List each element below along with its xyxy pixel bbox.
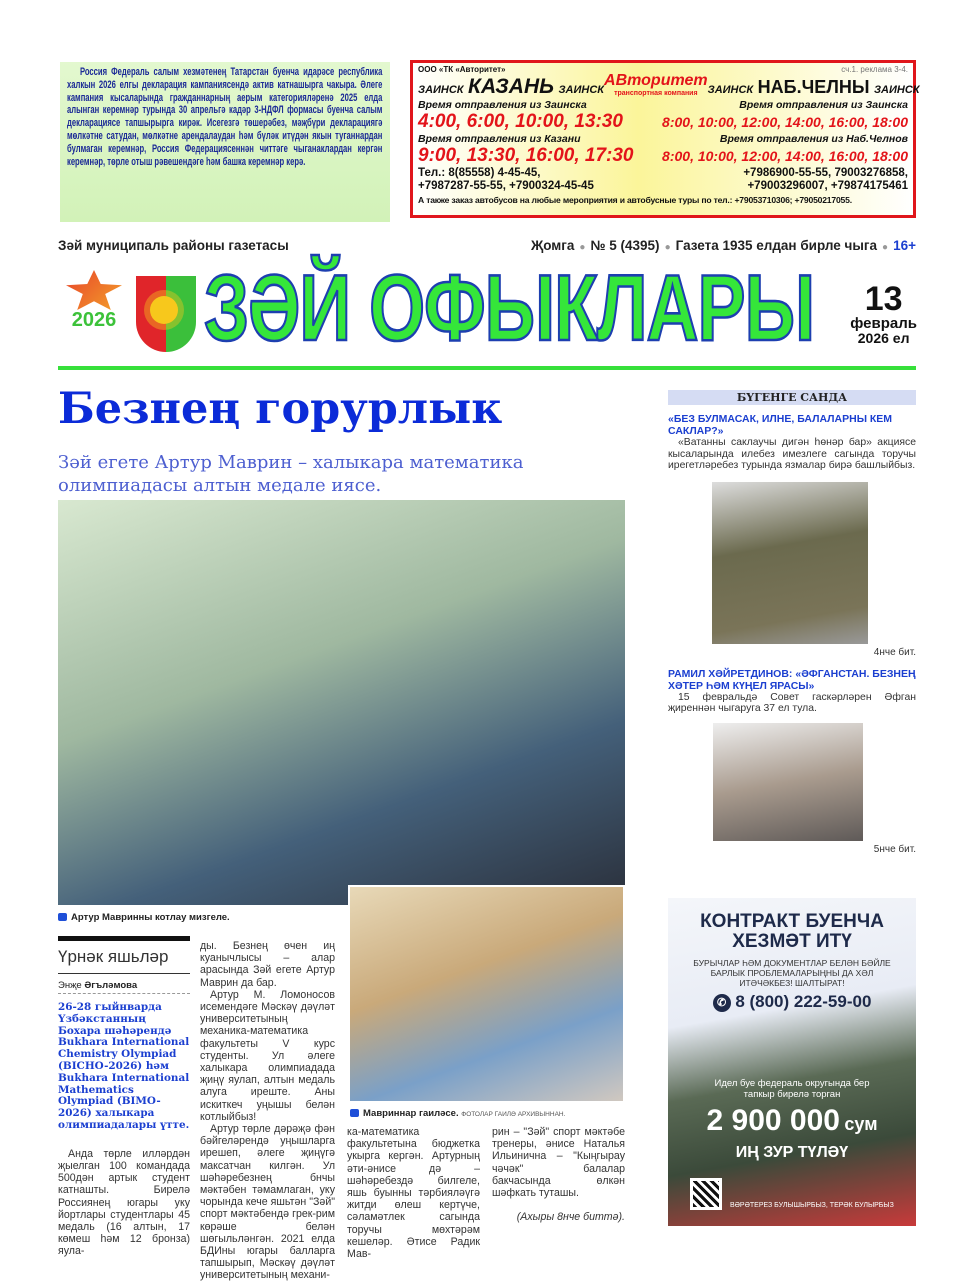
newspaper-subtitle: Зәй муниципаль районы газетасы bbox=[58, 238, 289, 253]
main-photo bbox=[58, 500, 625, 905]
teaser-text: «Ватанны саклаучы дигән һөнәр бар» акциясе кысаларында илебез имезлеге сагында торучы ирегетләребез турында язмалар бирә башлыйбыз. bbox=[668, 437, 916, 471]
ad-company: ООО «ТК «Авторитет» bbox=[418, 65, 506, 74]
divider bbox=[58, 366, 916, 370]
article-headline: Безнең горурлык bbox=[58, 384, 503, 434]
founded: Газета 1935 елдан бирле чыга bbox=[675, 238, 878, 253]
ad-amount-sub: ИҢ ЗУР ТҮЛӘҮ bbox=[735, 1144, 849, 1161]
date-month: февраль bbox=[850, 315, 917, 332]
ad-region: Идел буе федераль округында бер тапкыр бирелә торган bbox=[714, 1078, 870, 1100]
bus-advertisement bbox=[410, 60, 920, 218]
coat-of-arms bbox=[136, 276, 196, 352]
tagline-bar: Зәй муниципаль районы газетасы Җомга ● № 5 (4395) ● Газета 1935 елдан бирле чыга ● 16+ bbox=[58, 238, 916, 253]
article-column-4 bbox=[492, 1126, 625, 1223]
article-text: ка-математика факультетына бюджетка укырга кергән. Артурның әти-әнисе дә – шәһәребездә билгеле, яшь буынны тәрбияләүгә житди өлеш кертүче, сәламәтлек сагында торучы мөхтәрәм кешеләр. Әтисе Радик Мав- bbox=[347, 1126, 480, 1261]
photo-caption bbox=[58, 912, 230, 923]
newspaper-title: ЗӘЙ ОФЫКЛАРЫ bbox=[204, 256, 815, 361]
issue-number: № 5 (4395) bbox=[590, 238, 660, 253]
camera-icon bbox=[350, 1109, 359, 1117]
ad-times: 8:00, 10:00, 12:00, 14:00, 16:00, 18:00 bbox=[662, 148, 908, 164]
ad-phones: +7987287-55-55, +7900324-45-45 bbox=[418, 180, 594, 192]
tax-notice: Россия Федераль салым хезмәтенең Татарстан буенча идарәсе республика халкын 2026 елгы декларация кампаниясендә актив катнашырга чакыра. Әлеге кампания кысаларында гражданнарның аерым категорияләренә 2025 елда алынган керемнәр турында 30 апрельгә кадәр 3-НДФЛ формасы буенча салым декларациясе тапшырырга кирәк. Исегезгә төшерәбез, мәҗбүри декларациягә мөлкәтне сатудан, мөлкәтне арендалаудан һәм бүләк итүдән якын туганнардан булмаган керемнәр, Россия Федерациясеннән читтәге чыганаклардан кергән керемнәр, төрле отыш рәвешендәге һәм башка керемнәр керә. bbox=[67, 66, 383, 168]
article-text: Анда төрле илләрдән җыелган 100 командада 500дән артык студент катнашты. Бирелә Россиянең югары уку йортлары студентлары 45 медаль (16 алтын, 17 көмеш һәм 12 бронза) яула- bbox=[58, 1147, 190, 1258]
teaser-title[interactable]: «БЕЗ БУЛМАСАК, ИЛНЕ, БАЛАЛАРНЫ КЕМ САКЛАР?» bbox=[668, 413, 893, 437]
ad-brand-sub: транспортная компания bbox=[614, 89, 698, 97]
in-this-issue-sidebar bbox=[668, 390, 916, 855]
ad-label: Время отправления из Заинска bbox=[739, 99, 908, 111]
ad-times: 8:00, 10:00, 12:00, 14:00, 16:00, 18:00 bbox=[662, 114, 908, 130]
ad-text: БУРЫЧЛАР ҺӘМ ДОКУМЕНТЛАР БЕЛӘН БӘЙЛЕ БАРЛЫК ПРОБЛЕМАЛАРЫҢНЫ ДА ХӘЛ ИТӘЧӘКБЕЗ! ШАЛТЫРАТ! bbox=[693, 958, 891, 988]
age-rating: 16+ bbox=[893, 238, 916, 253]
article-text: Артур төрле дәрәҗә фән бәйгеләрендә уңышларга ирешеп, әлеге җиңүгә максатчан килгән. Ул шәһәребезнең бнчы мәктәбен тәмамлаган, уку чорында кече яшьтән "Зәй" спорт мәктәбендә грек-рим көрәше белән шөгыльләнгән. 2021 елда БДИны югары балларга тапшырып, Мәскәү дәүләт университетының механи- bbox=[200, 1123, 335, 1282]
teaser-text: 15 февральдә Совет гаскәрләрен Әфган җиреннән чыгаруга 37 ел тула. bbox=[668, 691, 916, 714]
ad-footer: А также заказ автобусов на любые мероприятия и автобусные туры по тел.: +79053710306; +79050217055. bbox=[418, 195, 852, 205]
ad-from2: ЗАИНСК bbox=[707, 83, 754, 96]
qr-code bbox=[690, 1178, 722, 1210]
year-logo bbox=[62, 270, 126, 354]
ad-brand-logo: АВторитет bbox=[604, 71, 708, 89]
photo-credit: ФОТОЛАР ГАИЛӘ АРХИВЫННАН. bbox=[461, 1111, 566, 1118]
sidebar-header: БҮГЕНГЕ САНДА bbox=[668, 390, 916, 405]
ad-phones: Тел.: 8(85558) 4-45-45, bbox=[418, 167, 541, 179]
ad-label: Время отправления из Наб.Челнов bbox=[719, 133, 908, 145]
article-text: рин – "Зәй" спорт мәктәбе тренеры, әнисе Наталья Ильинична – "Кыңгырау чәчәк" балалар бакчасында өлкән шәфкать туташы. bbox=[492, 1126, 625, 1200]
ad-amount: 2 900 000 сум bbox=[706, 1104, 878, 1137]
page-ref: 4нче бит. bbox=[873, 646, 916, 658]
ad-label: Время отправления из Казани bbox=[418, 133, 581, 145]
article-column-2 bbox=[200, 940, 335, 1282]
camera-icon bbox=[58, 913, 67, 921]
date-year: 2026 ел bbox=[857, 330, 910, 346]
teaser-photo bbox=[712, 482, 868, 644]
sun-icon bbox=[150, 296, 178, 324]
article-text: ды. Безнең өчен иң куанычлысы – алар арасында Зәй егете Артур Маврин да бар. bbox=[200, 940, 335, 989]
ad-label: Время отправления из Заинска bbox=[418, 99, 587, 111]
ad-phones: +7986900-55-55, 79003276858, bbox=[743, 167, 908, 179]
ad-times: 9:00, 13:30, 16:00, 17:30 bbox=[418, 145, 634, 166]
ad-times: 4:00, 6:00, 10:00, 13:30 bbox=[418, 111, 623, 132]
continued-note: (Ахыры 8нче биттә). bbox=[516, 1211, 625, 1224]
article-column-3 bbox=[347, 1126, 480, 1260]
masthead bbox=[62, 256, 917, 361]
family-photo bbox=[348, 885, 625, 1103]
ad-title: КОНТРАКТ БУЕНЧА ХЕЗМӘТ ИТҮ bbox=[700, 911, 884, 952]
ad-phones: +79003296007, +79874175461 bbox=[747, 180, 908, 192]
weekday: Җомга bbox=[531, 238, 575, 253]
article-left-column bbox=[58, 936, 190, 1258]
contract-service-ad bbox=[668, 898, 916, 1226]
ad-phone: ✆ 8 (800) 222-59-00 bbox=[668, 992, 916, 1012]
star-icon bbox=[66, 270, 122, 310]
ad-ref: сч.1. реклама 3-4. bbox=[841, 65, 908, 74]
ad-city1: КАЗАНЬ bbox=[468, 75, 554, 98]
author: Энҗе Әгъләмова bbox=[58, 974, 190, 994]
issue-date bbox=[850, 282, 917, 346]
article-text: Артур М. Ломоносов исемендәге Мәскәү дәүләт университетының механика-математика факультеты V курс студенты. Ул әлеге халыкара олимпиадада җиңү яулап, алтын медаль алуга иреште. Аны искиткеч уңышы белән котлыйбыз! bbox=[200, 988, 335, 1123]
phone-icon: ✆ bbox=[713, 994, 731, 1012]
teaser-photo bbox=[713, 723, 863, 841]
logo-year: 2026 bbox=[71, 309, 117, 331]
ad-to1: ЗАИНСК bbox=[558, 84, 605, 96]
ad-footer: ВӘРӘТЕРЕЗ БУЛЫШЫРБЫЗ, ТЕРӘК БУЛЫРБЫЗ bbox=[730, 1202, 894, 1209]
article-subhead: Зәй егете Артур Маврин – халыкара математика олимпиадасы алтын медале иясе. bbox=[58, 452, 524, 496]
ad-from1: ЗАИНСК bbox=[418, 84, 464, 96]
article-lead: 26-28 гыйнварда Үзбәкстанның Бохара шәһәрендә Bukhara International Chemistry Olympiad (BICHO-2026) һәм Bukhara International Mathematics Olympiad (BIMO-2026) халыкара олимпиадалары үтте. bbox=[58, 1001, 190, 1131]
ad-to2: ЗАИНСК bbox=[873, 83, 920, 96]
page-ref: 5нче бит. bbox=[873, 843, 916, 855]
caption-text: Артур Мавринны котлау мизгеле. bbox=[71, 912, 230, 923]
teaser-title[interactable]: РАМИЛ ХӘЙРЕТДИНОВ: «ӘФГАНСТАН. БЕЗНЕҢ ХӘТЕР ҺӘМ КҮҢЕЛ ЯРАСЫ» bbox=[668, 667, 916, 692]
date-day: 13 bbox=[864, 280, 903, 318]
ad-city2: НАБ.ЧЕЛНЫ bbox=[757, 76, 870, 97]
caption-text: Мавриннар гаиләсе. bbox=[363, 1108, 459, 1119]
rubric: Үрнәк яшьләр bbox=[58, 941, 190, 974]
photo-caption bbox=[350, 1108, 565, 1119]
